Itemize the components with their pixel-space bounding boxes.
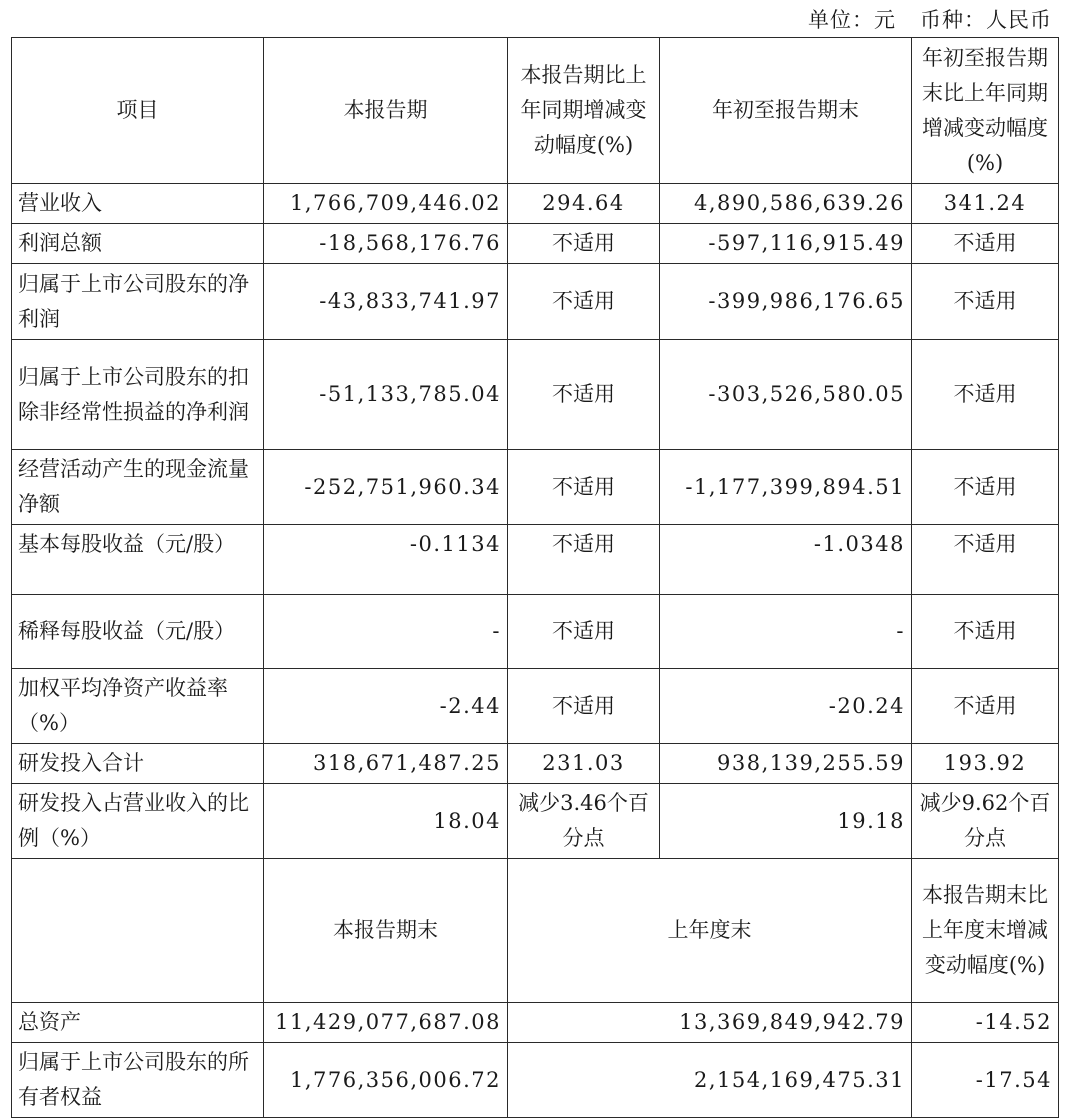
row-ytd: 4,890,586,639.26 bbox=[660, 184, 912, 224]
table-row bbox=[12, 450, 1059, 525]
row-ytd-yoy: 不适用 bbox=[912, 264, 1059, 340]
row-current: -43,833,741.97 bbox=[264, 264, 508, 340]
row-item: 研发投入占营业收入的比例（%） bbox=[12, 784, 264, 859]
row-item: 加权平均净资产收益率（%） bbox=[12, 669, 264, 744]
row-ytd-yoy: 不适用 bbox=[912, 340, 1059, 450]
header-current-period: 本报告期 bbox=[264, 38, 508, 184]
row-current-yoy: 不适用 bbox=[508, 340, 660, 450]
row-current-yoy: 不适用 bbox=[508, 525, 660, 595]
row-period-end: 1,776,356,006.72 bbox=[264, 1043, 508, 1118]
row-ytd: -1.0348 bbox=[660, 525, 912, 595]
table-row bbox=[12, 525, 1059, 595]
row-current: 318,671,487.25 bbox=[264, 744, 508, 784]
row-item: 研发投入合计 bbox=[12, 744, 264, 784]
row-ytd-yoy: 不适用 bbox=[912, 669, 1059, 744]
table-row bbox=[12, 184, 1059, 224]
row-current-yoy: 减少3.46个百分点 bbox=[508, 784, 660, 859]
currency-label: 币种：人民币 bbox=[920, 8, 1052, 32]
row-current: 1,766,709,446.02 bbox=[264, 184, 508, 224]
header2-item bbox=[12, 859, 264, 1003]
row-ytd: -20.24 bbox=[660, 669, 912, 744]
table-row bbox=[12, 1003, 1059, 1043]
row-current: -0.1134 bbox=[264, 525, 508, 595]
row-ytd: -399,986,176.65 bbox=[660, 264, 912, 340]
row-ytd: -1,177,399,894.51 bbox=[660, 450, 912, 525]
header2-period-end: 本报告期末 bbox=[264, 859, 508, 1003]
row-current-yoy: 不适用 bbox=[508, 264, 660, 340]
row-current-yoy: 231.03 bbox=[508, 744, 660, 784]
row-ytd-yoy: 减少9.62个百分点 bbox=[912, 784, 1059, 859]
table-row bbox=[12, 595, 1059, 669]
row-ytd-yoy: 不适用 bbox=[912, 224, 1059, 264]
row-ytd: 19.18 bbox=[660, 784, 912, 859]
unit-line bbox=[784, 4, 1052, 34]
financial-table bbox=[11, 37, 1059, 1118]
header-ytd: 年初至报告期末 bbox=[660, 38, 912, 184]
row-ytd-yoy: 193.92 bbox=[912, 744, 1059, 784]
row-ytd-yoy: 不适用 bbox=[912, 525, 1059, 595]
table-row bbox=[12, 224, 1059, 264]
row-ytd-yoy: 不适用 bbox=[912, 450, 1059, 525]
row-ytd: - bbox=[660, 595, 912, 669]
row-last-year-end: 2,154,169,475.31 bbox=[508, 1043, 912, 1118]
row-item: 基本每股收益（元/股） bbox=[12, 525, 264, 595]
row-item: 利润总额 bbox=[12, 224, 264, 264]
header2-change: 本报告期末比上年度末增减变动幅度(%) bbox=[912, 859, 1059, 1003]
row-current-yoy: 不适用 bbox=[508, 669, 660, 744]
table-row bbox=[12, 1043, 1059, 1118]
table-header-row-2 bbox=[12, 859, 1059, 1003]
table-row bbox=[12, 669, 1059, 744]
header-item: 项目 bbox=[12, 38, 264, 184]
row-change: -14.52 bbox=[912, 1003, 1059, 1043]
header-current-yoy: 本报告期比上年同期增减变动幅度(%) bbox=[508, 38, 660, 184]
row-item: 稀释每股收益（元/股） bbox=[12, 595, 264, 669]
table-row bbox=[12, 784, 1059, 859]
row-current: -2.44 bbox=[264, 669, 508, 744]
row-current: -18,568,176.76 bbox=[264, 224, 508, 264]
row-current: 18.04 bbox=[264, 784, 508, 859]
row-item: 总资产 bbox=[12, 1003, 264, 1043]
row-current-yoy: 不适用 bbox=[508, 224, 660, 264]
row-current: - bbox=[264, 595, 508, 669]
header2-last-year-end: 上年度末 bbox=[508, 859, 912, 1003]
table-header-row bbox=[12, 38, 1059, 184]
row-change: -17.54 bbox=[912, 1043, 1059, 1118]
row-ytd-yoy: 不适用 bbox=[912, 595, 1059, 669]
table-row bbox=[12, 340, 1059, 450]
row-current-yoy: 不适用 bbox=[508, 450, 660, 525]
header-ytd-yoy: 年初至报告期末比上年同期增减变动幅度(%) bbox=[912, 38, 1059, 184]
row-ytd: -303,526,580.05 bbox=[660, 340, 912, 450]
row-last-year-end: 13,369,849,942.79 bbox=[508, 1003, 912, 1043]
row-current: -51,133,785.04 bbox=[264, 340, 508, 450]
table-row bbox=[12, 744, 1059, 784]
row-item: 营业收入 bbox=[12, 184, 264, 224]
row-ytd-yoy: 341.24 bbox=[912, 184, 1059, 224]
table-row bbox=[12, 264, 1059, 340]
row-current-yoy: 294.64 bbox=[508, 184, 660, 224]
row-current-yoy: 不适用 bbox=[508, 595, 660, 669]
row-item: 归属于上市公司股东的净利润 bbox=[12, 264, 264, 340]
row-period-end: 11,429,077,687.08 bbox=[264, 1003, 508, 1043]
row-ytd: 938,139,255.59 bbox=[660, 744, 912, 784]
row-item: 归属于上市公司股东的扣除非经常性损益的净利润 bbox=[12, 340, 264, 450]
row-current: -252,751,960.34 bbox=[264, 450, 508, 525]
row-item: 经营活动产生的现金流量净额 bbox=[12, 450, 264, 525]
row-item: 归属于上市公司股东的所有者权益 bbox=[12, 1043, 264, 1118]
unit-label: 单位：元 bbox=[808, 8, 896, 32]
row-ytd: -597,116,915.49 bbox=[660, 224, 912, 264]
